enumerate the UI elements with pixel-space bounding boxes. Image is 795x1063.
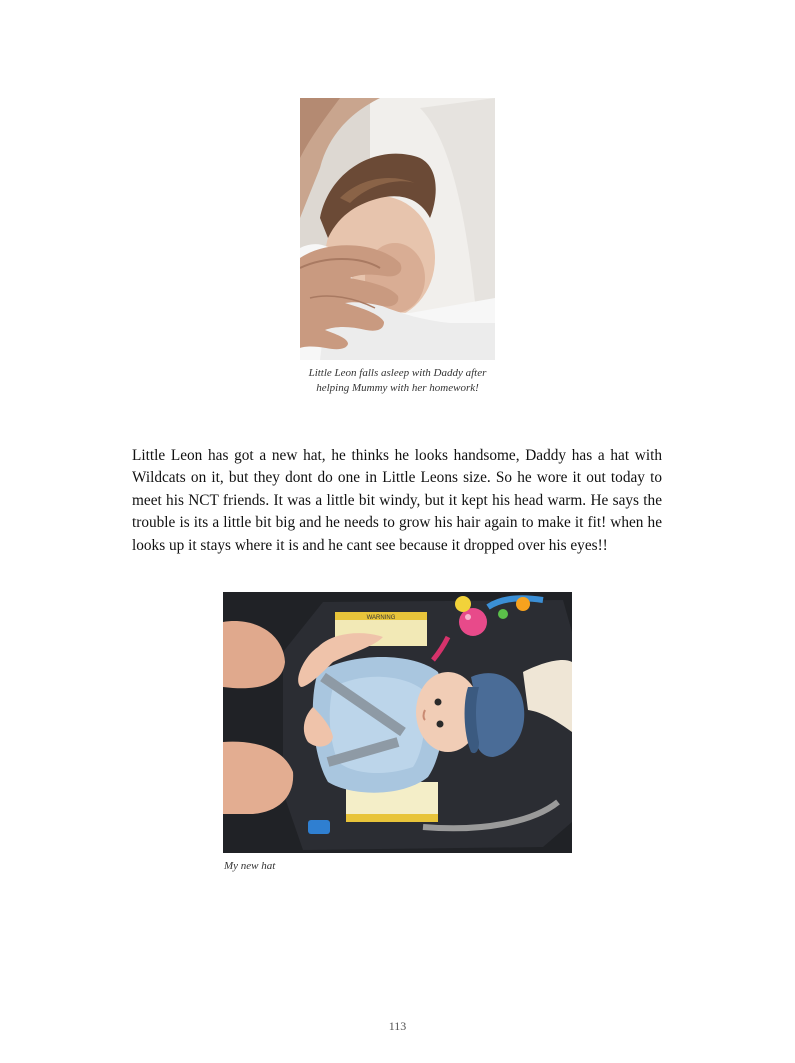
photo-baby-asleep-with-daddy [300,98,495,360]
photo2-caption: My new hat [224,860,276,872]
photo1-caption: Little Leon falls asleep with Daddy after helping Mummy with her homework! [308,367,487,394]
body-paragraph: Little Leon has got a new hat, he thinks he looks handsome, Daddy has a hat with Wildcats on it, but they dont do one in Little Leons size. So he wore it out today to meet his NCT friends. It was a little bit windy, but it kept his head warm. He says the trouble is its a little bit big and he needs to grow his hair again to make it fit! when he looks up it stays where it is and he cant see because it dropped over his eyes!! [132,447,662,554]
sticker-text: WARNING [366,615,396,621]
page-number: 113 [388,1019,407,1033]
photo-baby-in-new-hat [223,592,572,853]
